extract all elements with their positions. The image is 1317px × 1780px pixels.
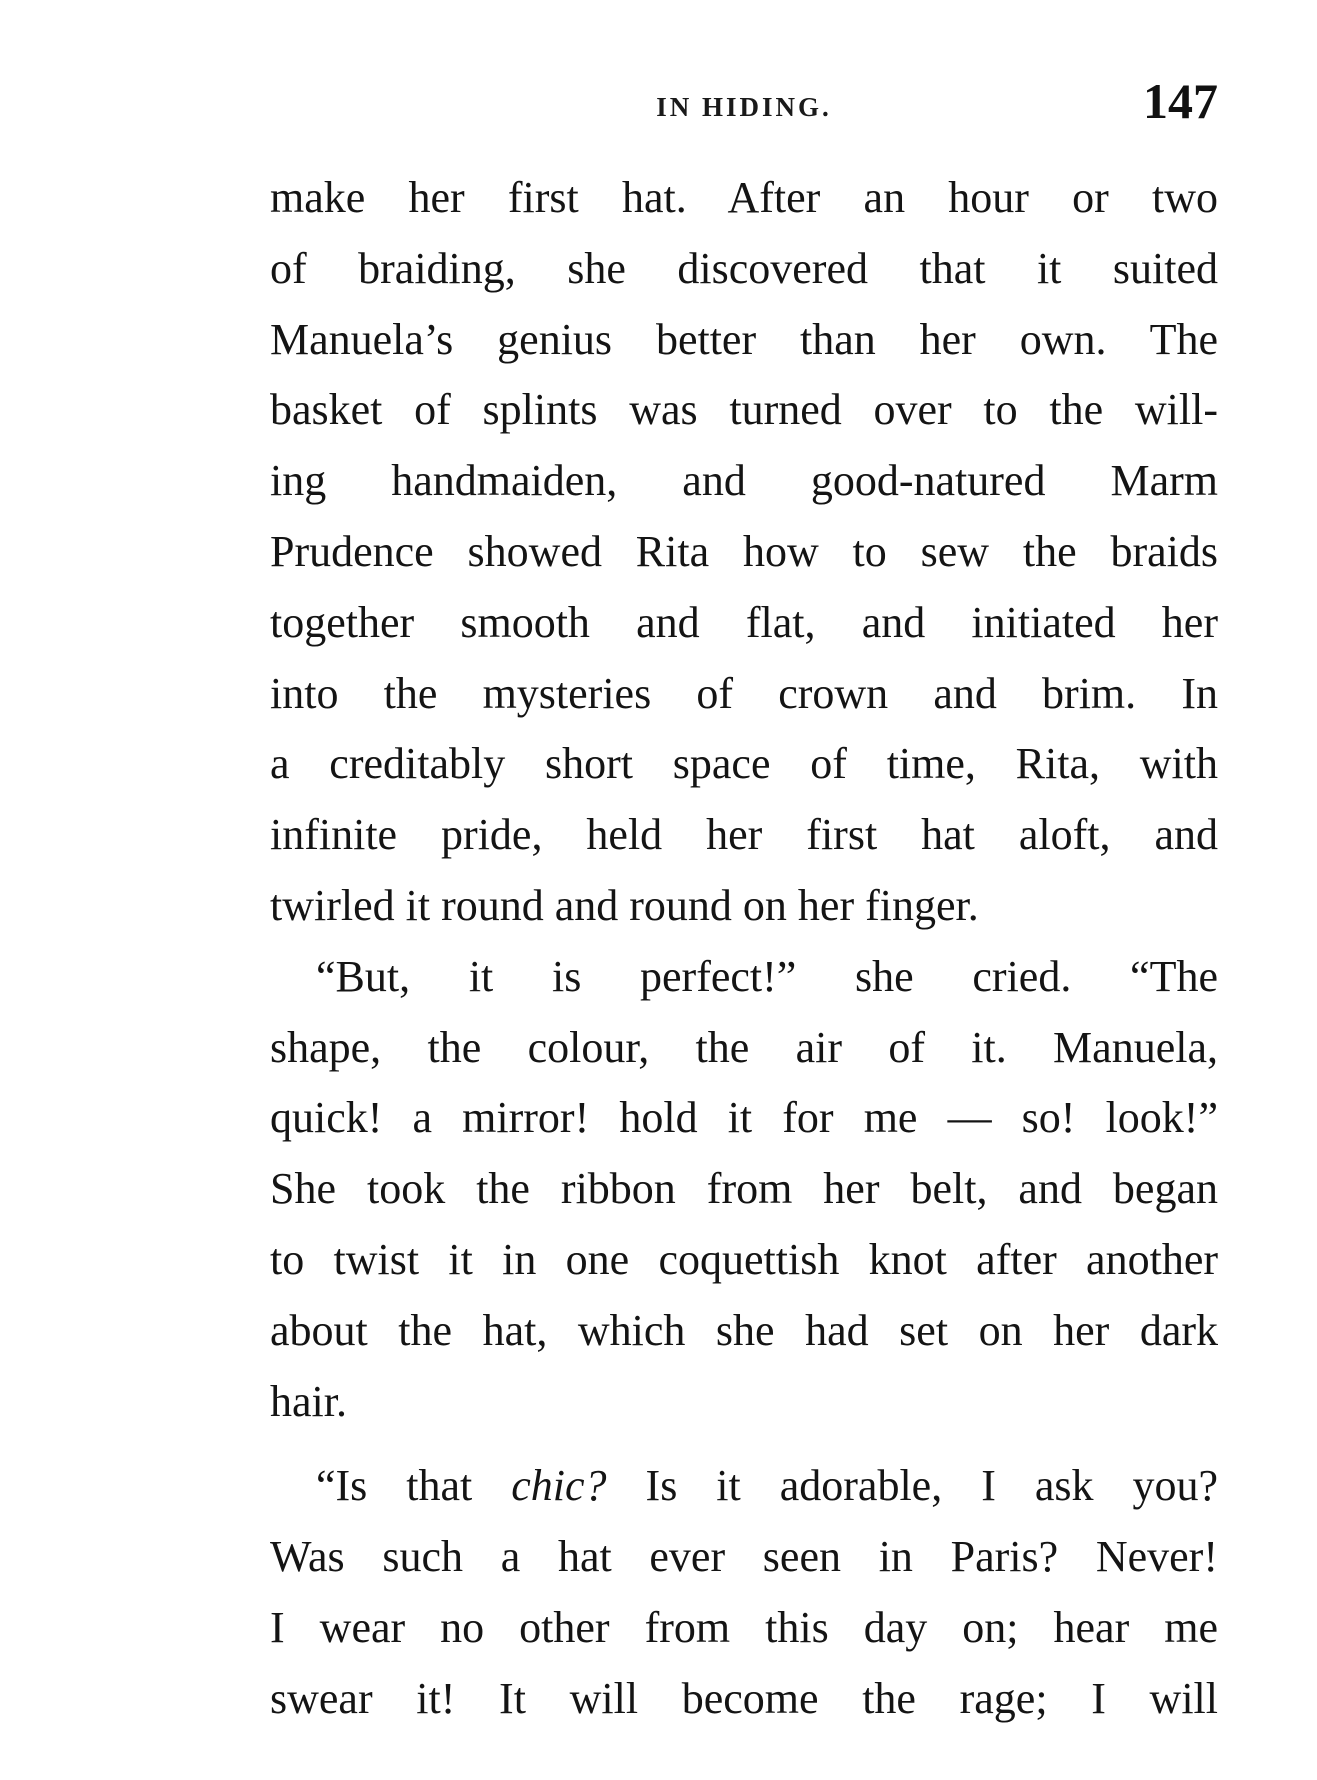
text-line: hair.	[270, 1376, 347, 1426]
text-line	[270, 1451, 1218, 1522]
text-line: Prudence showed Rita how to sew the braids	[270, 526, 1218, 576]
line-text-after: Is it adorable, I ask you?	[606, 1461, 1218, 1511]
text-line: a creditably short space of time, Rita, with	[270, 739, 1218, 789]
text-line: swear it! It will become the rage; I will	[270, 1673, 1218, 1723]
text-line: She took the ribbon from her belt, and began	[270, 1164, 1218, 1214]
text-line: quick! a mirror! hold it for me — so! look!”	[270, 1093, 1218, 1143]
running-head	[270, 72, 1218, 132]
text-line: to twist it in one coquettish knot after another	[270, 1234, 1218, 1284]
text-line: ing handmaiden, and good-natured Marm	[270, 456, 1218, 506]
text-line: into the mysteries of crown and brim. In	[270, 668, 1218, 718]
text-line: make her first hat. After an hour or two	[270, 173, 1218, 222]
line-text-before: “Is that	[316, 1461, 512, 1511]
page-number: 147	[1143, 73, 1218, 129]
paragraph-gap	[270, 1437, 1218, 1451]
paragraph-2	[270, 942, 1218, 1438]
text-line: infinite pride, held her first hat aloft, and	[270, 810, 1218, 860]
paragraph-3	[270, 1451, 1218, 1734]
italic-word: chic?	[511, 1461, 607, 1511]
text-line: about the hat, which she had set on her dark	[270, 1305, 1218, 1355]
running-title: IN HIDING.	[656, 92, 832, 122]
text-line: Manuela’s genius better than her own. The	[270, 314, 1218, 364]
text-line: of braiding, she discovered that it suited	[270, 243, 1218, 293]
text-line: “But, it is perfect!” she cried. “The	[316, 951, 1218, 1001]
text-line: I wear no other from this day on; hear me	[270, 1602, 1218, 1652]
paragraph-1	[270, 163, 1218, 942]
text-line: Was such a hat ever seen in Paris? Never!	[270, 1532, 1218, 1582]
text-line: basket of splints was turned over to the will-	[270, 385, 1218, 435]
text-line: twirled it round and round on her finger.	[270, 880, 979, 930]
text-line: together smooth and flat, and initiated her	[270, 597, 1218, 647]
body-text	[270, 163, 1218, 1735]
text-line: shape, the colour, the air of it. Manuela,	[270, 1022, 1218, 1072]
